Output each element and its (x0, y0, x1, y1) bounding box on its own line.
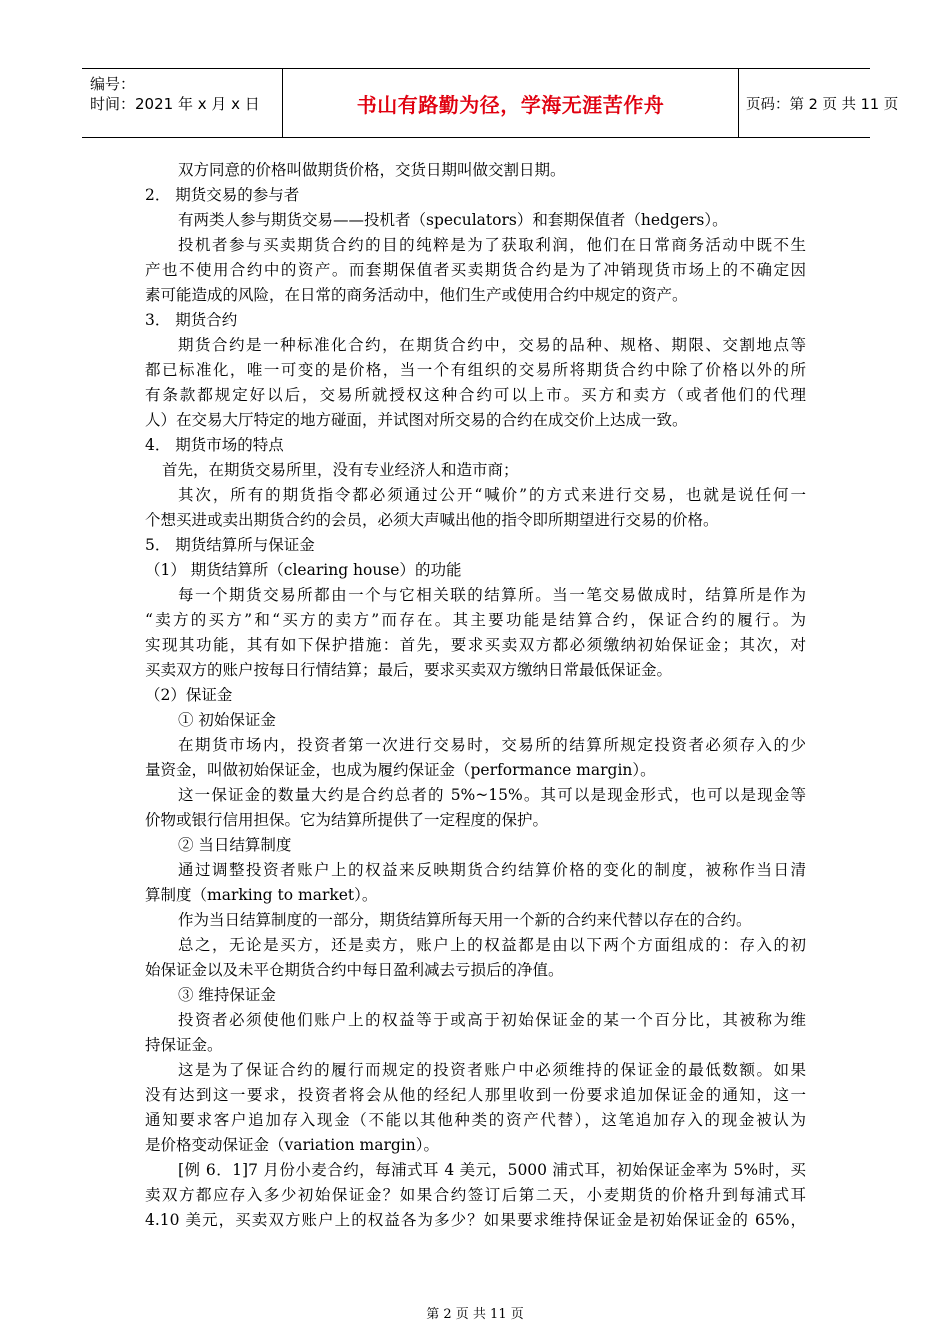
paragraph-line: 这是为了保证合约的履行而规定的投资者账户中必须维持的保证金的最低数额。如果 (178, 1061, 806, 1079)
header-meta (82, 69, 282, 137)
paragraph-line: 价物或银行信用担保。它为结算所提供了一定程度的保护。 (145, 811, 549, 829)
motto: 书山有路勤为径，学海无涯苦作舟 (356, 92, 665, 117)
header-motto-cell (282, 69, 739, 137)
paragraph-line: 算制度（marking to market）。 (145, 886, 378, 904)
paragraph-line: 都已标准化，唯一可变的是价格，当一个有组织的交易所将期货合约中除了价格以外的所 (145, 361, 806, 379)
paragraph-line: 有条款都规定好以后，交易所就授权这种合约可以上市。买方和卖方（或者他们的代理 (145, 386, 806, 404)
paragraph-line: 每一个期货交易所都由一个与它相关联的结算所。当一笔交易做成时，结算所是作为 (178, 586, 806, 604)
paragraph-line: 素可能造成的风险，在日常的商务活动中，他们生产或使用合约中规定的资产。 (145, 286, 688, 304)
time-label: 时间：2021 年 x 月 x 日 (90, 95, 260, 113)
paragraph-line: 通过调整投资者账户上的权益来反映期货合约结算价格的变化的制度，被称作当日清 (178, 861, 806, 879)
paragraph-line: 首先，在期货交易所里，没有专业经济人和造市商； (162, 461, 519, 479)
paragraph-line: 投资者必须使他们账户上的权益等于或高于初始保证金的某一个百分比，其被称为维 (178, 1011, 806, 1029)
example-line: 4.10 美元，买卖双方账户上的权益各为多少？如果要求维持保证金是初始保证金的 65%， (145, 1211, 806, 1229)
item-heading: ② 当日结算制度 (178, 836, 292, 854)
paragraph-line: 是价格变动保证金（variation margin）。 (145, 1136, 439, 1154)
paragraph-line: 持保证金。 (145, 1036, 223, 1054)
page-footer: 第 2 页 共 11 页 (426, 1307, 524, 1322)
section-heading: 4． 期货市场的特点 (145, 436, 284, 454)
page-code: 页码：第 2 页 共 11 页 (746, 96, 899, 113)
item-heading: ③ 维持保证金 (178, 986, 276, 1004)
subsection-heading: （2）保证金 (145, 686, 233, 704)
item-heading: ① 初始保证金 (178, 711, 276, 729)
paragraph-line: 双方同意的价格叫做期货价格，交货日期叫做交割日期。 (178, 161, 566, 179)
paragraph-line: 产也不使用合约中的资产。而套期保值者买卖期货合约是为了冲销现货市场上的不确定因 (145, 261, 806, 279)
paragraph-line: “卖方的买方”和“买方的卖方”而存在。其主要功能是结算合约，保证合约的履行。为 (145, 611, 806, 629)
paragraph-line: 期货合约是一种标准化合约，在期货合约中，交易的品种、规格、期限、交割地点等 (178, 336, 806, 354)
page-header (82, 68, 899, 138)
paragraph-line: 人）在交易大厅特定的地方碰面，并试图对所交易的合约在成交价上达成一致。 (145, 411, 688, 429)
section-heading: 3． 期货合约 (145, 311, 238, 329)
number-label: 编号： (90, 75, 136, 93)
paragraph-line: 实现其功能，其有如下保护措施：首先，要求买卖双方都必须缴纳初始保证金；其次，对 (145, 636, 806, 654)
paragraph-line: 没有达到这一要求，投资者将会从他的经纪人那里收到一份要求追加保证金的通知，这一 (145, 1086, 806, 1104)
paragraph-line: 总之，无论是买方，还是卖方，账户上的权益都是由以下两个方面组成的：存入的初 (178, 936, 806, 954)
section-heading: 5． 期货结算所与保证金 (145, 536, 315, 554)
paragraph-line: 作为当日结算制度的一部分，期货结算所每天用一个新的合约来代替以存在的合约。 (178, 911, 752, 929)
paragraph-line: 其次，所有的期货指令都必须通过公开“喊价”的方式来进行交易，也就是说任何一 (178, 486, 806, 504)
subsection-heading: （1） 期货结算所（clearing house）的功能 (145, 561, 462, 579)
paragraph-line: 在期货市场内，投资者第一次进行交易时，交易所的结算所规定投资者必须存入的少 (178, 736, 806, 754)
paragraph-line: 始保证金以及未平仓期货合约中每日盈利减去亏损后的净值。 (145, 961, 564, 979)
paragraph-line: 通知要求客户追加存入现金（不能以其他种类的资产代替），这笔追加存入的现金被认为 (145, 1111, 806, 1129)
example-line: [例 6．1]7 月份小麦合约，每浦式耳 4 美元，5000 浦式耳，初始保证金率为 5%时，买 (178, 1161, 806, 1179)
section-heading: 2． 期货交易的参与者 (145, 186, 300, 204)
paragraph-line: 投机者参与买卖期货合约的目的纯粹是为了获取利润，他们在日常商务活动中既不生 (178, 236, 806, 254)
paragraph-line: 买卖双方的账户按每日行情结算；最后，要求买卖双方缴纳日常最低保证金。 (145, 661, 673, 679)
paragraph-line: 这一保证金的数量大约是合约总者的 5%~15%。其可以是现金形式，也可以是现金等 (178, 786, 806, 804)
header-page-cell (738, 69, 899, 137)
example-line: 卖双方都应存入多少初始保证金？如果合约签订后第二天，小麦期货的价格升到每浦式耳 (145, 1186, 806, 1204)
paragraph-line: 量资金，叫做初始保证金，也成为履约保证金（performance margin）。 (145, 761, 656, 779)
paragraph-line: 个想买进或卖出期货合约的会员，必须大声喊出他的指令即所期望进行交易的价格。 (145, 511, 719, 529)
paragraph-line: 有两类人参与期货交易——投机者（speculators）和套期保值者（hedgers）。 (178, 211, 728, 229)
